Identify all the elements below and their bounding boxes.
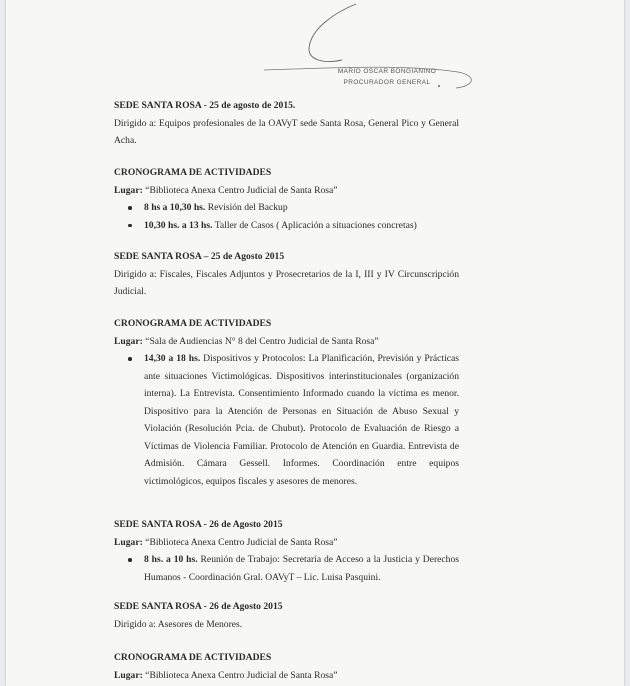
section-heading: CRONOGRAMA DE ACTIVIDADES (114, 318, 272, 329)
activity-time: 10,30 hs. a 13 hs. (144, 219, 213, 231)
section-heading: CRONOGRAMA DE ACTIVIDADES (114, 652, 272, 663)
lugar-label: Lugar: (114, 669, 143, 681)
list-item (114, 199, 459, 217)
section-heading: SEDE SANTA ROSA – 25 de Agosto 2015 (114, 251, 285, 262)
lugar-value: “Sala de Audiencias N° 8 del Centro Judicial de Santa Rosa” (142, 335, 379, 347)
list-item (114, 217, 459, 235)
signature-title: PROCURADOR GENERAL (343, 79, 431, 86)
lugar-line (114, 182, 459, 200)
lugar-value: “Biblioteca Anexa Centro Judicial de Santa Rosa” (142, 669, 338, 681)
activity-desc: Revisión del Backup (205, 202, 288, 213)
list-item (114, 551, 459, 586)
section-cronograma-1 (114, 164, 459, 234)
section-cronograma-3 (114, 649, 459, 684)
lugar-value: “Biblioteca Anexa Centro Judicial de Santa Rosa” (142, 184, 338, 196)
activity-list (114, 551, 459, 586)
activity-time: 8 hs a 10,30 hs. (144, 202, 206, 213)
lugar-line (114, 534, 459, 552)
section-heading: SEDE SANTA ROSA - 26 de Agosto 2015 (114, 519, 283, 530)
section-sede-26-agosto-reunion (114, 516, 459, 586)
section-dirigido: Dirigido a: Asesores de Menores. (114, 618, 243, 630)
list-item (114, 350, 459, 490)
activity-desc: Dispositivos y Protocolos: La Planificación, Previsión y Prácticas ante situaciones Victimológicas. Dispositivos interinstitucionales (organización interna). La Entrevista. Consentimiento Informado cuando la víctima es menor. Dispositivo para la Atención de Personas en Situación de Abuso Sexual y Violación (Resolución Pcia. de Chubut). Protocolo de Evaluación de Riesgo a Víctimas de Violencia Familiar. Protocolo de Atención en Guardia. Entrevista de Admisión. Cámara Gessell. Informes. Coordinación entre equipos victimológicos, equipos fiscales y asesores de menores. (144, 353, 460, 487)
section-heading: CRONOGRAMA DE ACTIVIDADES (114, 167, 272, 178)
section-dirigido: Dirigido a: Equipos profesionales de la OAVyT sede Santa Rosa, General Pico y General Acha. (114, 117, 459, 146)
document-page (6, 0, 624, 686)
activity-list (114, 350, 459, 490)
section-heading: SEDE SANTA ROSA - 25 de agosto de 2015. (114, 100, 296, 111)
signature-name: MARIO OSCAR BONGIANINO (337, 68, 437, 75)
lugar-label: Lugar: (114, 536, 143, 548)
activity-desc: Taller de Casos ( Aplicación a situaciones concretas) (212, 219, 417, 231)
section-sede-26-agosto-asesores (114, 598, 459, 633)
lugar-value: “Biblioteca Anexa Centro Judicial de Santa Rosa” (142, 536, 338, 548)
activity-time: 8 hs. a 10 hs. (144, 554, 198, 565)
section-sede-25-agosto-fiscales (114, 248, 459, 301)
section-cronograma-2 (114, 315, 459, 490)
section-sede-25-agosto (114, 97, 459, 150)
lugar-label: Lugar: (114, 335, 143, 347)
lugar-label: Lugar: (114, 184, 143, 196)
activity-desc: Reunión de Trabajo: Secretaría de Acceso a la Justicia y Derechos Humanos - Coordinación Gral. OAVyT – Lic. Luisa Pasquini. (144, 554, 459, 583)
section-heading: SEDE SANTA ROSA - 26 de Agosto 2015 (114, 601, 283, 612)
activity-time: 14,30 a 18 hs. (144, 353, 201, 364)
handwritten-signature (6, 0, 624, 100)
lugar-line (114, 667, 459, 685)
section-dirigido: Dirigido a: Fiscales, Fiscales Adjuntos y Prosecretarios de la I, III y IV Circunscripción Judicial. (114, 268, 459, 297)
lugar-line (114, 333, 459, 351)
activity-list (114, 199, 459, 234)
